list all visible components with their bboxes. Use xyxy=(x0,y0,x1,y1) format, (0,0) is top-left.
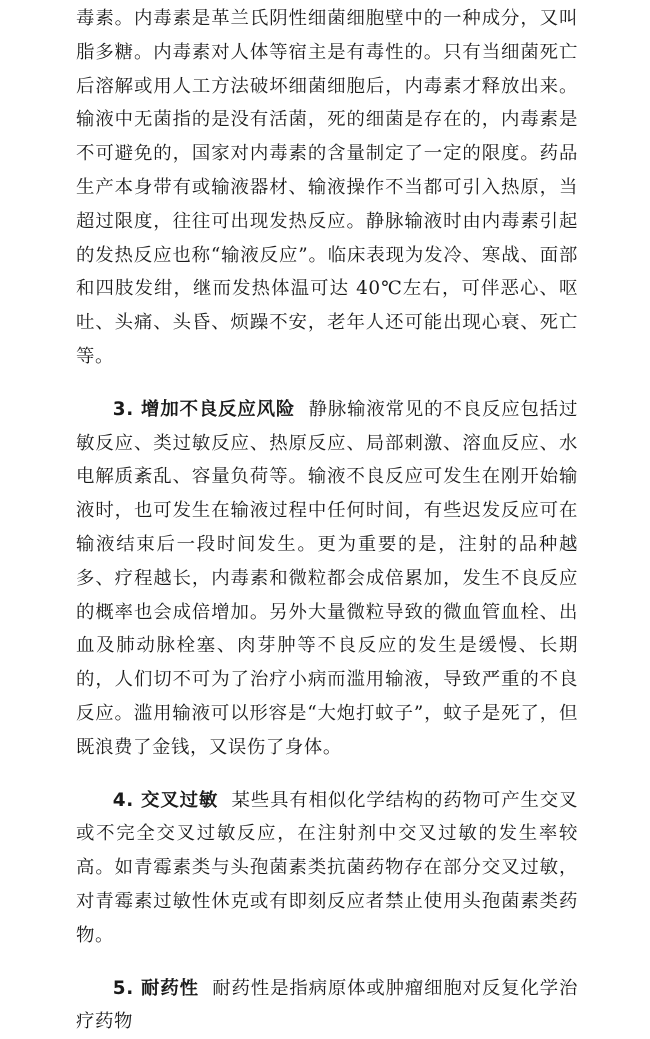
paragraph-gap xyxy=(76,374,578,393)
paragraph-endotoxin xyxy=(76,0,578,374)
section-adverse-reaction-risk xyxy=(76,393,578,765)
section-cross-allergy xyxy=(76,784,578,953)
paragraph-body: 毒素。内毒素是革兰氏阴性细菌细胞壁中的一种成分，又叫脂多糖。内毒素对人体等宿主是有毒性的。只有当细菌死亡后溶解或用人工方法破坏细菌细胞后，内毒素才释放出来。输液中无菌指的是没有活菌，死的细菌是存在的，内毒素是不可避免的，国家对内毒素的含量制定了一定的限度。药品生产本身带有或输液器材、输液操作不当都可引入热原，当超过限度，往往可出现发热反应。静脉输液时由内毒素引起的发热反应也称“输液反应”。临床表现为发冷、寒战、面部和四肢发绀，继而发热体温可达 40℃左右，可伴恶心、呕吐、头痛、头昏、烦躁不安，老年人还可能出现心衰、死亡等。 xyxy=(76,8,578,367)
section-heading: 5. 耐药性 xyxy=(112,977,199,999)
section-heading: 4. 交叉过敏 xyxy=(112,789,219,811)
section-body: 某些具有相似化学结构的药物可产生交叉或不完全交叉过敏反应，在注射剂中交叉过敏的发生率较高。如青霉素类与头孢菌素类抗菌药物存在部分交叉过敏，对青霉素过敏性休克或有即刻反应者禁止使用头孢菌素类药物。 xyxy=(76,789,578,946)
section-body: 静脉输液常见的不良反应包括过敏反应、类过敏反应、热原反应、局部刺激、溶血反应、水电解质紊乱、容量负荷等。输液不良反应可发生在刚开始输液时，也可发生在输液过程中任何时间，有些迟发反应可在输液结束后一段时间发生。更为重要的是，注射的品种越多、疗程越长，内毒素和微粒都会成倍累加，发生不良反应的概率也会成倍增加。另外大量微粒导致的微血管血栓、出血及肺动脉栓塞、肉芽肿等不良反应的发生是缓慢、长期的，人们切不可为了治疗小病而滥用输液，导致严重的不良反应。滥用输液可以形容是“大炮打蚊子”，蚊子是死了，但既浪费了金钱，又误伤了身体。 xyxy=(76,398,578,758)
section-drug-resistance xyxy=(76,972,578,1039)
paragraph-gap xyxy=(76,765,578,784)
paragraph-gap xyxy=(76,953,578,972)
section-heading: 3. 增加不良反应风险 xyxy=(112,398,296,420)
section-body: 耐药性是指病原体或肿瘤细胞对反复化学治疗药物 xyxy=(76,977,578,1033)
